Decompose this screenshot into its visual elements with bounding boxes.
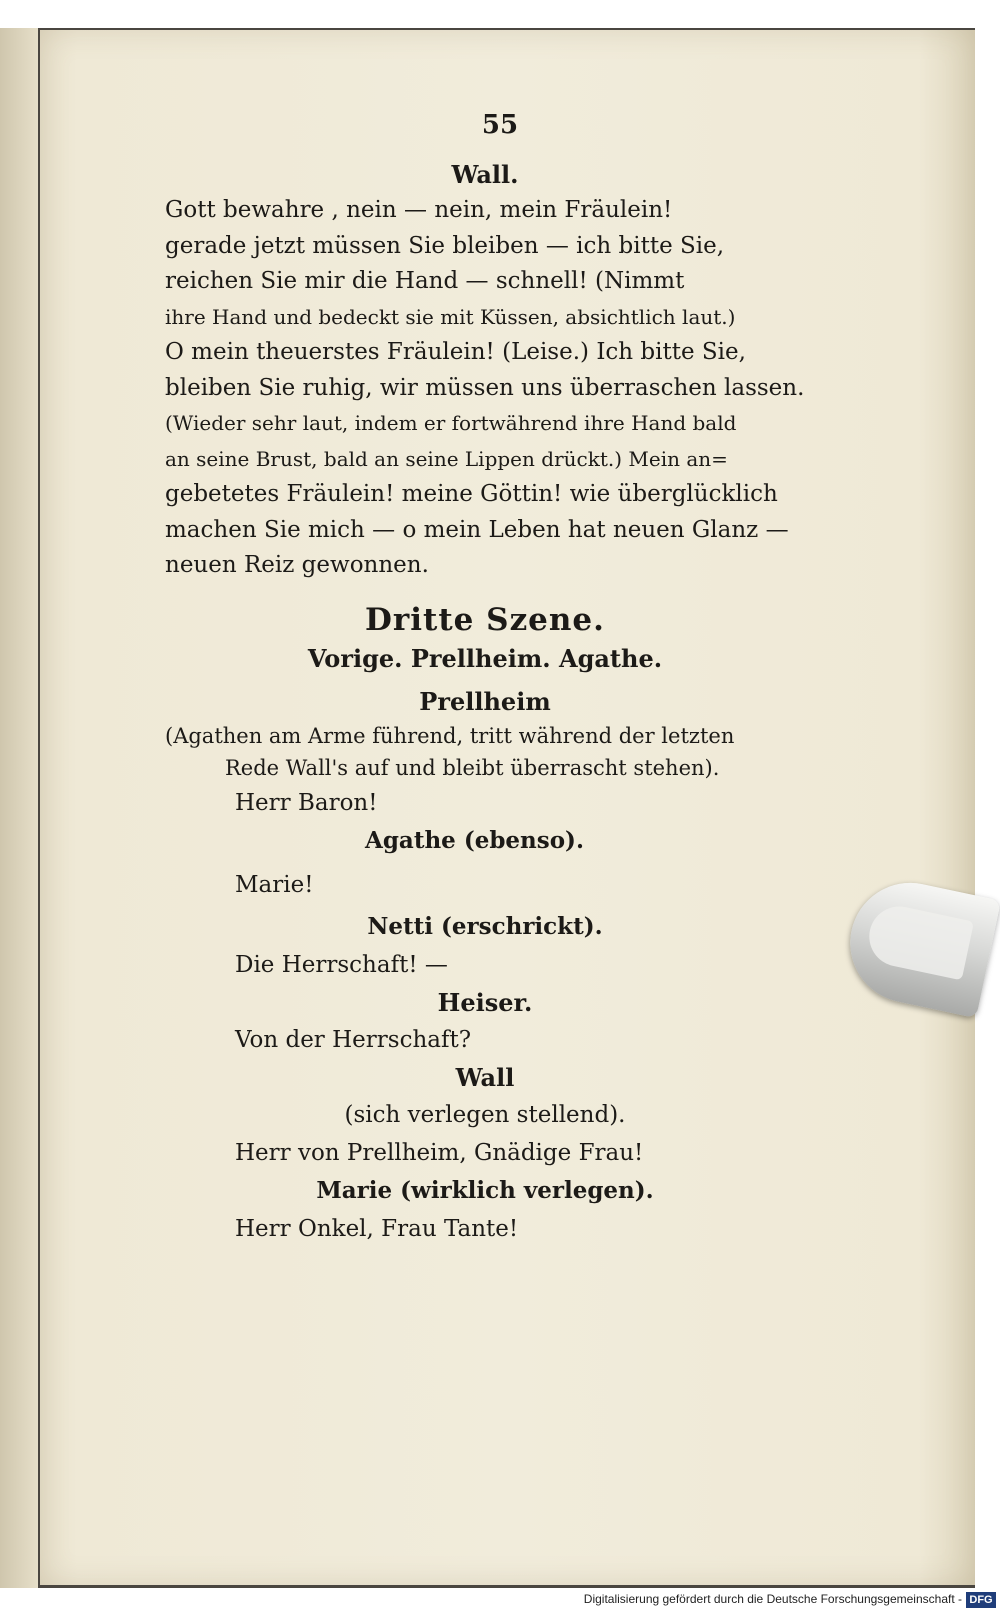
wall-speech: [165, 193, 805, 584]
speech-line: ihre Hand und bedeckt sie mit Küssen, absichtlich laut.): [165, 304, 736, 329]
speech-line: (Wieder sehr laut, indem er fortwährend ihre Hand bald: [165, 411, 737, 435]
scene-title: Dritte Szene.: [365, 601, 605, 638]
footer-bar: [0, 1590, 1000, 1613]
speech-line: gerade jetzt müssen Sie bleiben — ich bitte Sie,: [165, 232, 725, 259]
clip-highlight: [864, 901, 974, 980]
speaker-wall: Wall.: [451, 160, 519, 189]
wall-speech-2: Herr von Prellheim, Gnädige Frau!: [235, 1139, 644, 1166]
dfg-logo: DFG: [966, 1592, 996, 1608]
speaker-prellheim: Prellheim: [419, 686, 551, 716]
page-content: [165, 110, 805, 1248]
speaker-heiser: Heiser.: [437, 987, 533, 1017]
speech-line: neuen Reiz gewonnen.: [165, 552, 429, 578]
speech-line: an seine Brust, bald an seine Lippen drückt.) Mein an=: [165, 446, 728, 471]
agathe-speech: Marie!: [235, 871, 314, 898]
heiser-speech: Von der Herrschaft?: [235, 1026, 472, 1053]
direction-line: (Agathen am Arme führend, tritt während der letzten: [165, 723, 735, 748]
stage-direction: [165, 720, 805, 784]
left-page-edge: [0, 28, 38, 1588]
speech-line: machen Sie mich — o mein Leben hat neuen Glanz —: [165, 516, 789, 543]
speaker-netti: Netti (erschrickt).: [367, 912, 603, 940]
speaker-agathe: Agathe (ebenso).: [365, 826, 584, 854]
speaker-wall-2: Wall: [455, 1062, 515, 1092]
speech-line: bleiben Sie ruhig, wir müssen uns überraschen lassen.: [165, 374, 805, 401]
direction-line: Rede Wall's auf und bleibt überrascht stehen).: [225, 755, 720, 780]
speech-line: reichen Sie mir die Hand — schnell! (Nimmt: [165, 268, 685, 294]
speech-line: O mein theuerstes Fräulein! (Leise.) Ich bitte Sie,: [165, 339, 746, 365]
prellheim-speech: Herr Baron!: [235, 789, 378, 816]
speaker-marie: Marie (wirklich verlegen).: [316, 1176, 654, 1204]
speech-line: gebetetes Fräulein! meine Göttin! wie überglücklich: [165, 481, 778, 507]
wall-direction: (sich verlegen stellend).: [344, 1101, 626, 1128]
footer-credit: Digitalisierung gefördert durch die Deutsche Forschungsgemeinschaft -: [583, 1592, 962, 1606]
cast-line: Vorige. Prellheim. Agathe.: [307, 643, 663, 673]
speech-line: Gott bewahre , nein — nein, mein Fräulein!: [165, 197, 673, 223]
netti-speech: Die Herrschaft! —: [235, 951, 448, 978]
page-number: 55: [481, 110, 519, 140]
marie-speech: Herr Onkel, Frau Tante!: [235, 1215, 519, 1242]
